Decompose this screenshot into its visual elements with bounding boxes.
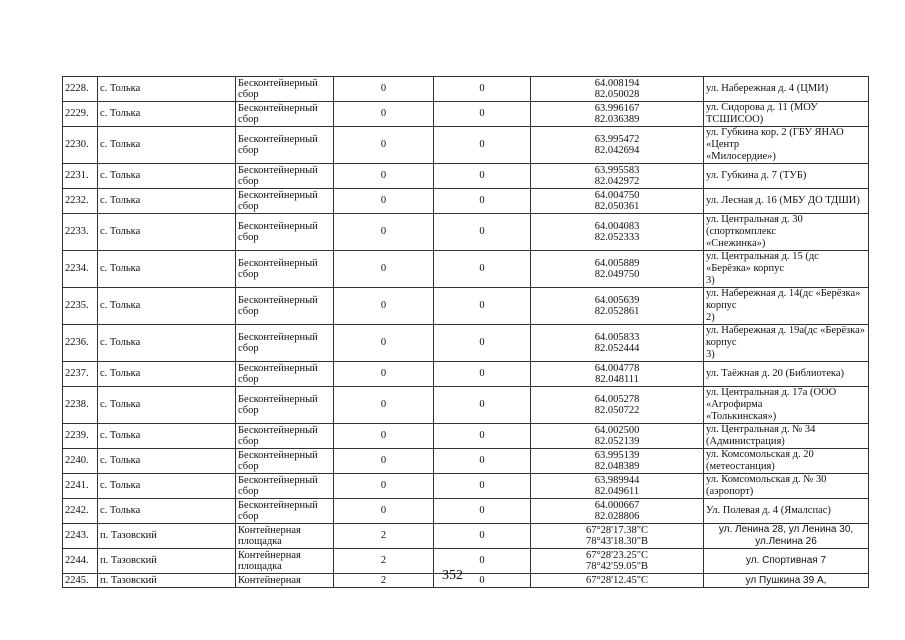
collection-type-cell xyxy=(236,77,334,102)
collection-type-cell xyxy=(236,524,334,549)
address-line: ул. Центральная д. 15 (дс «Берёзка» корпус xyxy=(706,251,819,274)
table-row xyxy=(63,524,869,549)
address-cell xyxy=(704,189,869,214)
volume-cell: 0 xyxy=(434,387,531,424)
container-count-cell: 0 xyxy=(334,288,434,325)
settlement-cell: с. Толька xyxy=(98,77,236,102)
coordinates-cell xyxy=(531,325,704,362)
address-cell xyxy=(704,325,869,362)
coordinates-cell xyxy=(531,449,704,474)
address-cell xyxy=(704,524,869,549)
table-body xyxy=(63,77,869,588)
row-number-cell: 2232. xyxy=(63,189,98,214)
container-count-cell: 0 xyxy=(334,499,434,524)
address-line: «Толькинская») xyxy=(706,411,777,422)
collection-type-line: сбор xyxy=(238,306,259,317)
collection-type-cell xyxy=(236,325,334,362)
address-line: ул. Губкина д. 7 (ТУБ) xyxy=(706,170,807,181)
volume-cell: 0 xyxy=(434,574,531,588)
volume-cell: 0 xyxy=(434,449,531,474)
address-cell xyxy=(704,164,869,189)
row-number-cell: 2237. xyxy=(63,362,98,387)
container-count-cell: 0 xyxy=(334,214,434,251)
settlement-cell: с. Толька xyxy=(98,164,236,189)
container-count-cell: 0 xyxy=(334,325,434,362)
collection-type-cell xyxy=(236,474,334,499)
volume-cell: 0 xyxy=(434,77,531,102)
collection-type-line: сбор xyxy=(238,374,259,385)
container-count-cell: 0 xyxy=(334,387,434,424)
container-count-cell: 0 xyxy=(334,474,434,499)
address-line: ул. Лесная д. 16 (МБУ ДО ТДШИ) xyxy=(706,195,860,206)
collection-type-line: сбор xyxy=(238,145,259,156)
collection-type-line: Бесконтейнерный xyxy=(238,394,318,405)
collection-type-cell xyxy=(236,362,334,387)
page-number: 352 xyxy=(442,568,463,583)
settlement-cell: с. Толька xyxy=(98,424,236,449)
coordinate-line: 64.002500 xyxy=(594,424,640,436)
address-line: 2) xyxy=(706,312,715,323)
address-line: ул. Комсомольская д. 20 (метеостанция) xyxy=(706,449,814,472)
container-count-cell: 0 xyxy=(334,189,434,214)
coordinates-cell xyxy=(531,77,704,102)
coordinates-cell xyxy=(531,362,704,387)
address-line: ул. Комсомольская д. № 30 (аэропорт) xyxy=(706,474,827,497)
collection-type-cell xyxy=(236,288,334,325)
collection-type-line: Бесконтейнерный xyxy=(238,295,318,306)
address-line: ул. Спортивная 7 xyxy=(745,555,827,566)
settlement-cell: с. Толька xyxy=(98,474,236,499)
coordinates-cell xyxy=(531,164,704,189)
address-cell xyxy=(704,214,869,251)
volume-cell: 0 xyxy=(434,474,531,499)
address-line: ул. Центральная д. № 34 (Администрация) xyxy=(706,424,816,447)
address-cell xyxy=(704,362,869,387)
row-number-cell: 2231. xyxy=(63,164,98,189)
coordinates-cell xyxy=(531,288,704,325)
collection-type-line: Бесконтейнерный xyxy=(238,190,318,201)
table-row xyxy=(63,325,869,362)
address-line: ул. Центральная д. 17а (ООО «Агрофирма xyxy=(706,387,837,410)
collection-type-line: Бесконтейнерный xyxy=(238,258,318,269)
address-cell xyxy=(704,77,869,102)
container-count-cell: 0 xyxy=(334,362,434,387)
address-cell xyxy=(704,288,869,325)
coordinate-line: 82.050722 xyxy=(594,405,640,416)
address-cell xyxy=(704,474,869,499)
collection-type-line: сбор xyxy=(238,232,259,243)
row-number-cell: 2239. xyxy=(63,424,98,449)
coordinates-cell xyxy=(531,474,704,499)
collection-type-cell xyxy=(236,499,334,524)
table-row xyxy=(63,77,869,102)
settlement-cell: п. Тазовский xyxy=(98,549,236,574)
coordinate-line: 82.052333 xyxy=(594,232,640,243)
coordinate-line: 67°28'17.38"С xyxy=(585,524,648,536)
coordinate-line: 67°28'12.45"С xyxy=(585,574,648,586)
coordinate-line: 78°42'59.05"В xyxy=(585,561,648,572)
table-row xyxy=(63,424,869,449)
container-count-cell: 2 xyxy=(334,524,434,549)
row-number-cell: 2238. xyxy=(63,387,98,424)
address-line: ул. Губкина кор. 2 (ГБУ ЯНАО «Центр xyxy=(706,127,844,150)
container-count-cell: 0 xyxy=(334,127,434,164)
coordinate-line: 63.995472 xyxy=(594,133,640,145)
collection-type-line: сбор xyxy=(238,114,259,125)
coordinate-line: 63.995139 xyxy=(594,449,640,461)
collection-type-line: Бесконтейнерный xyxy=(238,500,318,511)
coordinate-line: 82.050361 xyxy=(594,201,640,212)
collection-type-cell xyxy=(236,127,334,164)
collection-type-line: сбор xyxy=(238,511,259,522)
coordinates-cell xyxy=(531,424,704,449)
address-line: ул. Набережная д. 4 (ЦМИ) xyxy=(706,83,829,94)
collection-type-line: сбор xyxy=(238,176,259,187)
coordinate-line: 82.042694 xyxy=(594,145,640,156)
collection-type-line: сбор xyxy=(238,436,259,447)
collection-type-line: Бесконтейнерный xyxy=(238,165,318,176)
volume-cell: 0 xyxy=(434,164,531,189)
coordinates-cell xyxy=(531,499,704,524)
table-row xyxy=(63,449,869,474)
collection-type-line: Бесконтейнерный xyxy=(238,78,318,89)
collection-type-line: площадка xyxy=(238,561,282,572)
address-line: ул. Таёжная д. 20 (Библиотека) xyxy=(706,368,845,379)
container-count-cell: 0 xyxy=(334,449,434,474)
collection-type-cell xyxy=(236,102,334,127)
address-cell xyxy=(704,499,869,524)
coordinate-line: 64.005639 xyxy=(594,294,640,306)
collection-type-cell xyxy=(236,214,334,251)
volume-cell: 0 xyxy=(434,127,531,164)
address-line: ул. Набережная д. 19а(дс «Берёзка» корпус xyxy=(706,325,866,348)
coordinates-cell xyxy=(531,214,704,251)
coordinate-line: 82.050028 xyxy=(594,89,640,100)
table-row xyxy=(63,499,869,524)
settlement-cell: п. Тазовский xyxy=(98,524,236,549)
table-row xyxy=(63,127,869,164)
container-count-cell: 0 xyxy=(334,77,434,102)
settlement-cell: с. Толька xyxy=(98,214,236,251)
collection-type-cell xyxy=(236,449,334,474)
table-row xyxy=(63,387,869,424)
settlement-cell: с. Толька xyxy=(98,387,236,424)
address-line: ул. Сидорова д. 11 (МОУ ТСШИСОО) xyxy=(706,102,818,125)
collection-type-line: Бесконтейнерный xyxy=(238,450,318,461)
coordinate-line: 64.004083 xyxy=(594,220,640,232)
coordinate-line: 82.028806 xyxy=(594,511,640,522)
collection-type-cell xyxy=(236,424,334,449)
collection-type-line: Контейнерная xyxy=(238,550,301,561)
container-count-cell: 2 xyxy=(334,549,434,574)
collection-type-cell xyxy=(236,387,334,424)
collection-type-line: Контейнерная xyxy=(238,525,301,536)
volume-cell: 0 xyxy=(434,362,531,387)
table-row xyxy=(63,214,869,251)
table-row xyxy=(63,102,869,127)
collection-type-line: сбор xyxy=(238,461,259,472)
container-count-cell: 2 xyxy=(334,574,434,588)
settlement-cell: п. Тазовский xyxy=(98,574,236,588)
volume-cell: 0 xyxy=(434,214,531,251)
collection-type-line: сбор xyxy=(238,343,259,354)
table-row xyxy=(63,362,869,387)
coordinate-line: 63.996167 xyxy=(594,102,640,114)
address-line: 3) xyxy=(706,349,715,360)
collection-type-line: сбор xyxy=(238,89,259,100)
row-number-cell: 2236. xyxy=(63,325,98,362)
volume-cell: 0 xyxy=(434,251,531,288)
table-row xyxy=(63,288,869,325)
table-row xyxy=(63,474,869,499)
address-line: ул. Набережная д. 14(дс «Берёзка» корпус xyxy=(706,288,861,311)
row-number-cell: 2245. xyxy=(63,574,98,588)
settlement-cell: с. Толька xyxy=(98,189,236,214)
coordinate-line: 64.004778 xyxy=(594,362,640,374)
container-count-cell: 0 xyxy=(334,251,434,288)
collection-type-line: Бесконтейнерный xyxy=(238,134,318,145)
settlement-cell: с. Толька xyxy=(98,449,236,474)
data-table xyxy=(62,76,869,588)
coordinates-cell xyxy=(531,189,704,214)
coordinate-line: 82.049750 xyxy=(594,269,640,280)
container-count-cell: 0 xyxy=(334,164,434,189)
collection-type-line: Контейнерная xyxy=(238,575,301,586)
address-cell xyxy=(704,424,869,449)
settlement-cell: с. Толька xyxy=(98,251,236,288)
collection-type-line: Бесконтейнерный xyxy=(238,103,318,114)
settlement-cell: с. Толька xyxy=(98,288,236,325)
address-line: Ул. Полевая д. 4 (Ямалспас) xyxy=(706,505,831,516)
collection-type-cell xyxy=(236,251,334,288)
coordinate-line: 82.052139 xyxy=(594,436,640,447)
address-cell xyxy=(704,127,869,164)
volume-cell: 0 xyxy=(434,102,531,127)
address-cell xyxy=(704,102,869,127)
volume-cell: 0 xyxy=(434,189,531,214)
collection-type-line: сбор xyxy=(238,486,259,497)
address-cell xyxy=(704,387,869,424)
address-line: 3) xyxy=(706,275,715,286)
row-number-cell: 2244. xyxy=(63,549,98,574)
settlement-cell: с. Толька xyxy=(98,362,236,387)
coordinates-cell xyxy=(531,251,704,288)
coordinate-line: 64.000667 xyxy=(594,499,640,511)
coordinate-line: 82.048111 xyxy=(595,374,639,385)
collection-type-cell xyxy=(236,164,334,189)
coordinate-line: 63.995583 xyxy=(594,164,640,176)
row-number-cell: 2230. xyxy=(63,127,98,164)
container-count-cell: 0 xyxy=(334,102,434,127)
collection-type-line: сбор xyxy=(238,201,259,212)
coordinate-line: 63.989944 xyxy=(594,474,640,486)
address-line: «Милосердие») xyxy=(706,151,776,162)
row-number-cell: 2234. xyxy=(63,251,98,288)
coordinate-line: 82.052444 xyxy=(594,343,640,354)
volume-cell: 0 xyxy=(434,499,531,524)
coordinate-line: 64.004750 xyxy=(594,189,640,201)
address-line: ул. Центральная д. 30 (спорткомплекс xyxy=(706,214,803,237)
row-number-cell: 2241. xyxy=(63,474,98,499)
coordinate-line: 82.042972 xyxy=(594,176,640,187)
collection-type-cell xyxy=(236,189,334,214)
row-number-cell: 2228. xyxy=(63,77,98,102)
collection-type-line: Бесконтейнерный xyxy=(238,363,318,374)
settlement-cell: с. Толька xyxy=(98,102,236,127)
row-number-cell: 2243. xyxy=(63,524,98,549)
address-line: ул Пушкина 39 А, xyxy=(745,574,827,586)
table-row xyxy=(63,189,869,214)
settlement-cell: с. Толька xyxy=(98,325,236,362)
coordinates-cell xyxy=(531,127,704,164)
row-number-cell: 2242. xyxy=(63,499,98,524)
volume-cell: 0 xyxy=(434,524,531,549)
coordinate-line: 64.005833 xyxy=(594,331,640,343)
collection-type-line: сбор xyxy=(238,269,259,280)
coordinate-line: 64.005278 xyxy=(594,393,640,405)
coordinate-line: 82.049611 xyxy=(594,486,640,497)
coordinate-line: 82.052861 xyxy=(594,306,640,317)
table-row xyxy=(63,164,869,189)
container-count-cell: 0 xyxy=(334,424,434,449)
table-row xyxy=(63,251,869,288)
coordinates-cell xyxy=(531,387,704,424)
coordinates-cell xyxy=(531,524,704,549)
volume-cell: 0 xyxy=(434,549,531,574)
collection-type-line: Бесконтейнерный xyxy=(238,221,318,232)
coordinate-line: 82.048389 xyxy=(594,461,640,472)
volume-cell: 0 xyxy=(434,424,531,449)
settlement-cell: с. Толька xyxy=(98,127,236,164)
collection-type-line: площадка xyxy=(238,536,282,547)
volume-cell: 0 xyxy=(434,325,531,362)
row-number-cell: 2233. xyxy=(63,214,98,251)
coordinates-cell xyxy=(531,102,704,127)
collection-type-line: Бесконтейнерный xyxy=(238,425,318,436)
coordinate-line: 78°43'18.30"В xyxy=(585,536,648,547)
coordinate-line: 64.008194 xyxy=(594,77,640,89)
address-cell xyxy=(704,251,869,288)
row-number-cell: 2229. xyxy=(63,102,98,127)
address-cell xyxy=(704,449,869,474)
collection-type-line: сбор xyxy=(238,405,259,416)
address-line: «Снежинка») xyxy=(706,238,766,249)
row-number-cell: 2240. xyxy=(63,449,98,474)
address-line: ул. Ленина 28, ул Ленина 30, ул.Ленина 26 xyxy=(718,524,854,547)
collection-type-line: Бесконтейнерный xyxy=(238,332,318,343)
row-number-cell: 2235. xyxy=(63,288,98,325)
coordinate-line: 64.005889 xyxy=(594,257,640,269)
coordinate-line: 82.036389 xyxy=(594,114,640,125)
coordinate-line: 67°28'23.25"С xyxy=(585,549,648,561)
collection-type-line: Бесконтейнерный xyxy=(238,475,318,486)
volume-cell: 0 xyxy=(434,288,531,325)
settlement-cell: с. Толька xyxy=(98,499,236,524)
